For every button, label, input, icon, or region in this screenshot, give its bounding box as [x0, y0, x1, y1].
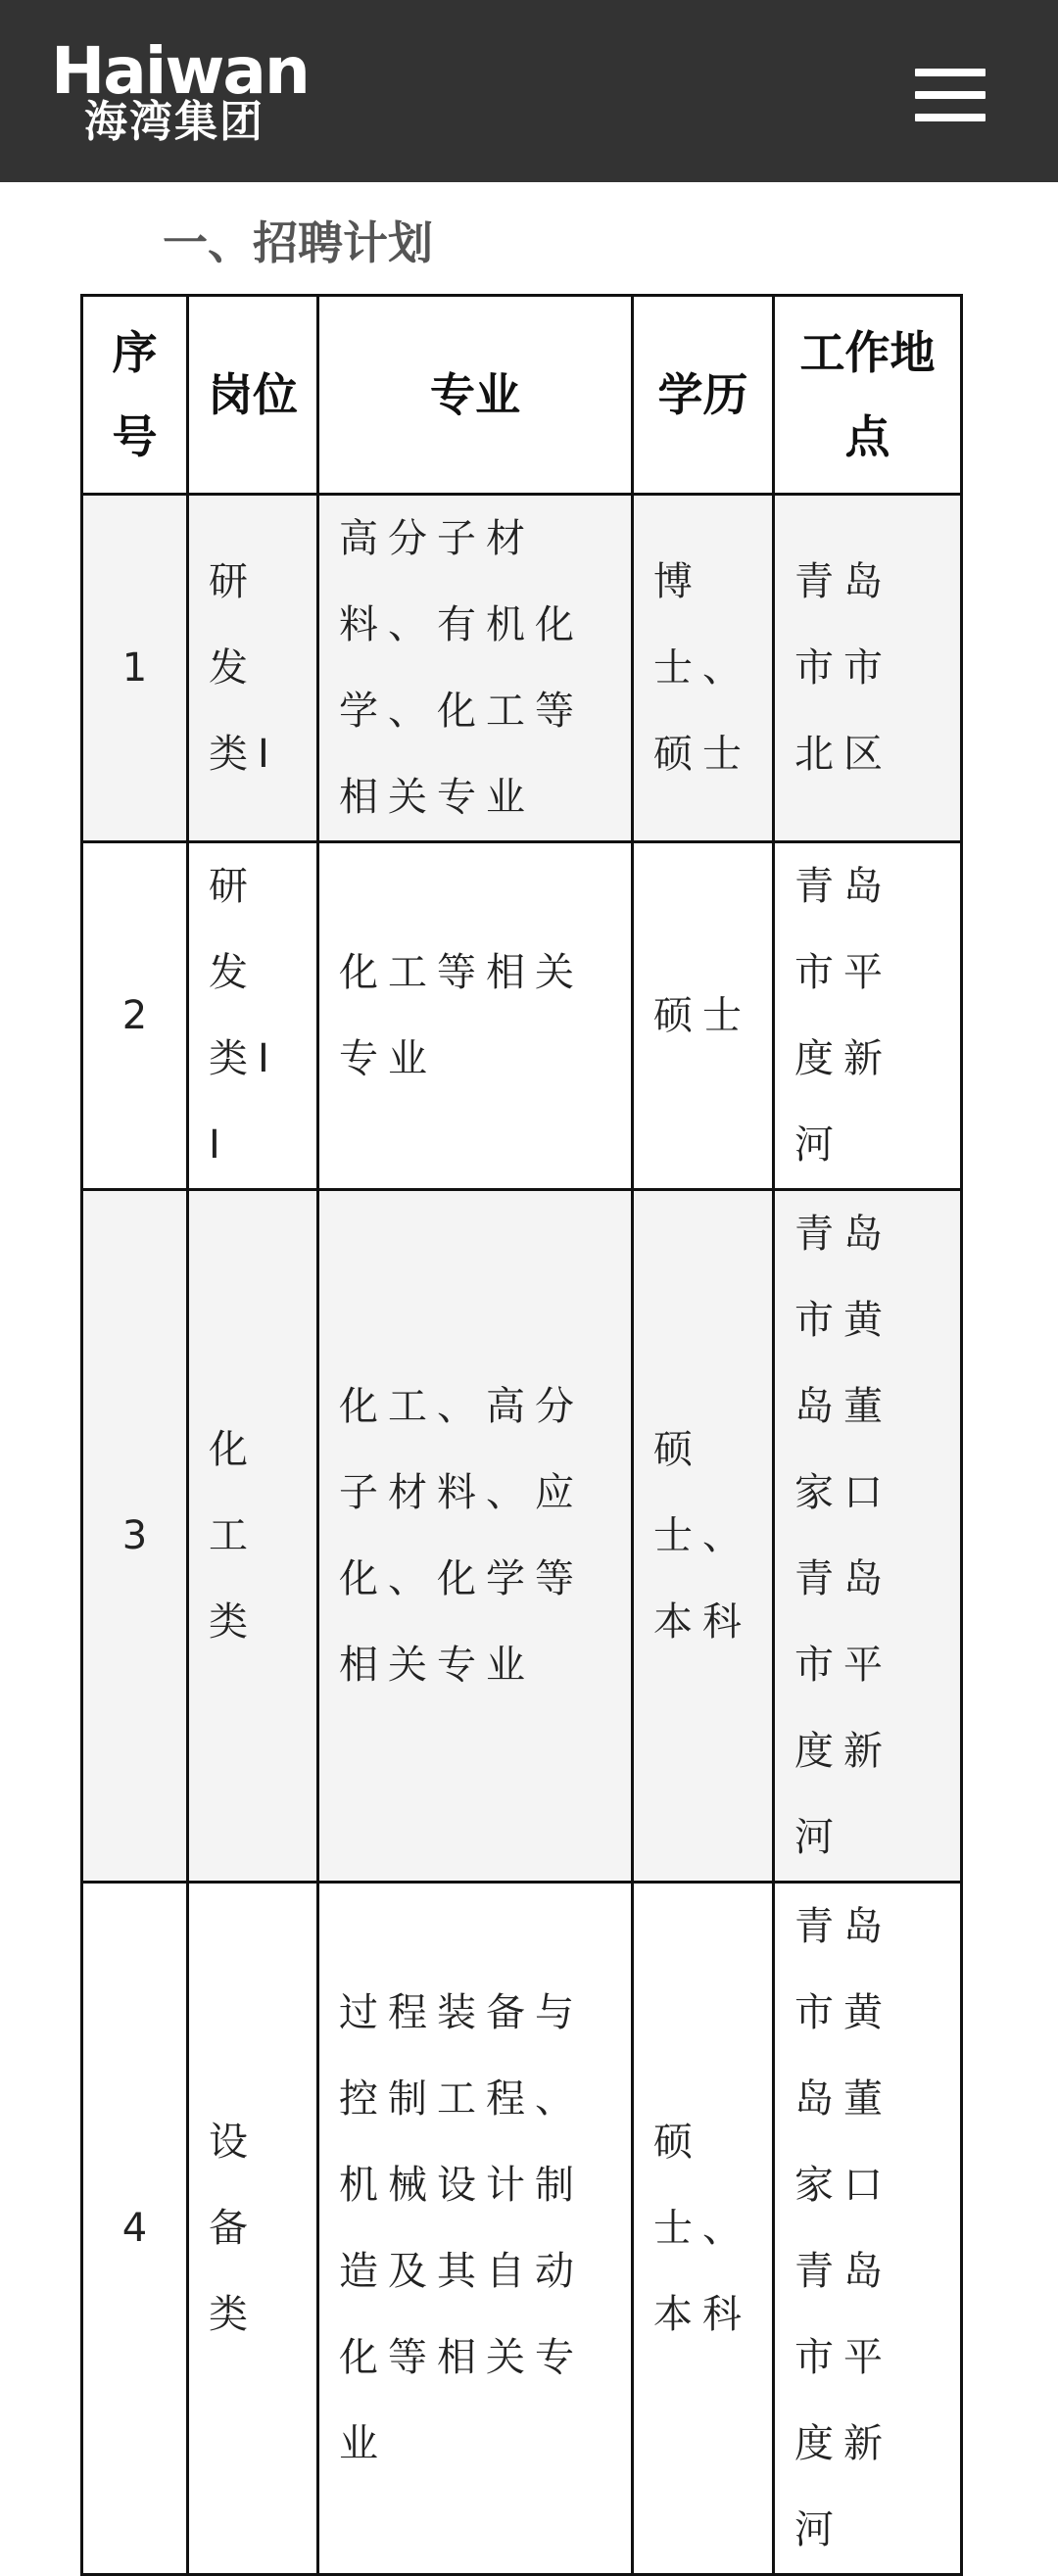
table-row: [82, 495, 962, 842]
cell-location: 青岛市平度新河: [774, 842, 962, 1190]
cell-major: 化工、高分子材料、应化、化学等相关专业: [318, 1190, 633, 1883]
cell-location: 青岛市市北区: [774, 495, 962, 842]
hamburger-menu-icon[interactable]: [915, 69, 986, 121]
cell-location: 青岛市黄岛董家口青岛市平度新河: [774, 1190, 962, 1883]
cell-position: 研发类I: [188, 495, 318, 842]
cell-position: 化工类: [188, 1190, 318, 1883]
table-header-row: [82, 296, 962, 495]
table-row: [82, 1883, 962, 2575]
cell-major: 过程装备与控制工程、机械设计制造及其自动化等相关专业: [318, 1883, 633, 2575]
cell-education: 博士、硕士: [633, 495, 774, 842]
cell-no: 1: [82, 495, 188, 842]
logo-english-text: Haiwan: [51, 33, 309, 109]
cell-position: 研发类II: [188, 842, 318, 1190]
column-header-no: 序号: [82, 296, 188, 495]
column-header-location: 工作地点: [774, 296, 962, 495]
cell-education: 硕士、本科: [633, 1190, 774, 1883]
cell-position: 设备类: [188, 1883, 318, 2575]
site-header: [0, 0, 1058, 182]
logo-chinese-text: 海湾集团: [84, 97, 264, 147]
recruitment-table: [80, 294, 963, 2576]
cell-major: 化工等相关专业: [318, 842, 633, 1190]
cell-location: 青岛市黄岛董家口青岛市平度新河: [774, 1883, 962, 2575]
column-header-major: 专业: [318, 296, 633, 495]
table-row: [82, 1190, 962, 1883]
section-title: 一、招聘计划: [163, 216, 433, 269]
cell-education: 硕士: [633, 842, 774, 1190]
table-row: [82, 842, 962, 1190]
cell-education: 硕士、本科: [633, 1883, 774, 2575]
cell-no: 4: [82, 1883, 188, 2575]
column-header-position: 岗位: [188, 296, 318, 495]
cell-no: 2: [82, 842, 188, 1190]
cell-major: 高分子材料、有机化学、化工等相关专业: [318, 495, 633, 842]
haiwan-logo[interactable]: [51, 33, 335, 147]
column-header-education: 学历: [633, 296, 774, 495]
cell-no: 3: [82, 1190, 188, 1883]
